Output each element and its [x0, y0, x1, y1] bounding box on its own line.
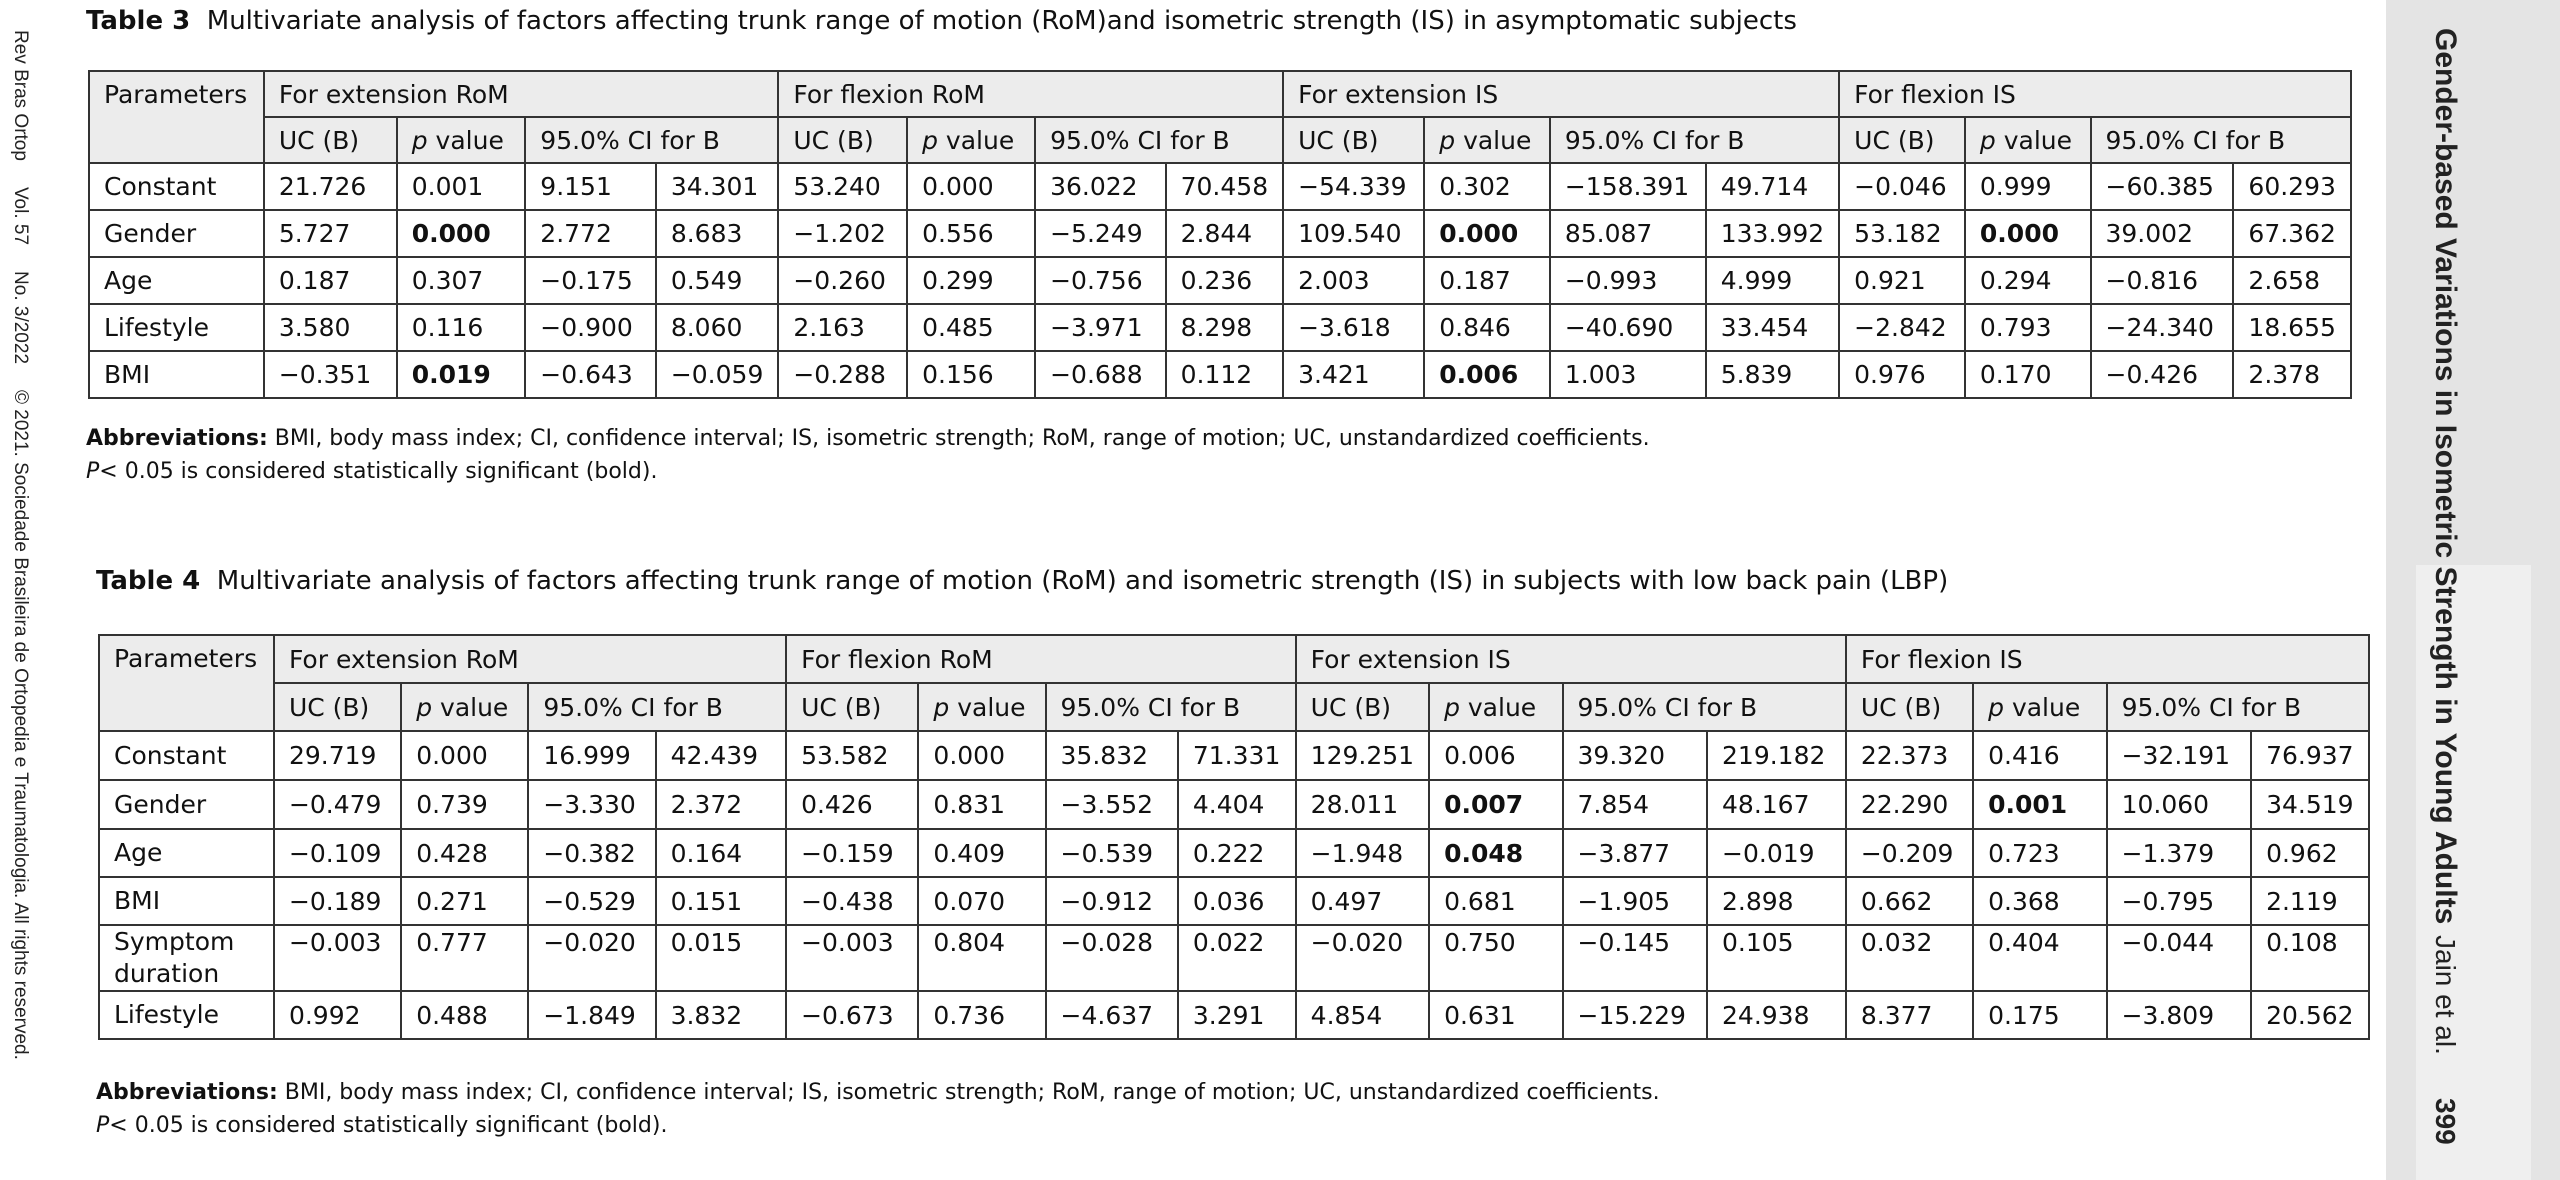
table-cell: 0.112: [1166, 351, 1283, 398]
table-cell: 0.426: [786, 780, 918, 829]
table-cell: 0.170: [1965, 351, 2091, 398]
table-cell: 0.151: [656, 877, 787, 925]
uc-b-header: UC (B): [264, 117, 397, 163]
group-header: For extension RoM: [264, 71, 779, 117]
table-cell: −0.756: [1035, 257, 1166, 304]
table-cell: 0.000: [397, 210, 526, 257]
journal-volume: Vol. 57: [10, 186, 31, 246]
table-cell: 1.003: [1550, 351, 1706, 398]
ci-header: 95.0% CI for B: [1035, 117, 1283, 163]
table-cell: 0.488: [401, 991, 528, 1039]
table-cell: 0.416: [1973, 731, 2106, 780]
table-cell: 35.832: [1046, 731, 1178, 780]
table-row: [89, 163, 2351, 210]
table-row: [89, 351, 2351, 398]
row-label: BMI: [89, 351, 264, 398]
table3-title: Multivariate analysis of factors affecting trunk range of motion (RoM)and isometric strength (IS) in asymptomatic subjects: [206, 6, 1797, 36]
group-header: For flexion IS: [1839, 71, 2351, 117]
table-cell: 219.182: [1707, 731, 1846, 780]
table-cell: 129.251: [1296, 731, 1429, 780]
ci-header: 95.0% CI for B: [525, 117, 778, 163]
copyright-notice: © 2021. Sociedade Brasileira de Ortopedia e Traumatologia. All rights reserved.: [10, 390, 31, 1060]
table-cell: −0.900: [525, 304, 656, 351]
p-value-header-text: p: [411, 125, 428, 155]
table-cell: 22.373: [1846, 731, 1973, 780]
header-row-subcolumns: [89, 117, 2351, 163]
table-cell: 33.454: [1706, 304, 1839, 351]
table-cell: −0.288: [778, 351, 907, 398]
table-cell: −0.993: [1550, 257, 1706, 304]
table-cell: −0.059: [656, 351, 779, 398]
table-cell: 0.006: [1424, 351, 1550, 398]
table-cell: 20.562: [2251, 991, 2369, 1039]
p-value-header: p value: [1424, 117, 1550, 163]
table-cell: 2.163: [778, 304, 907, 351]
table-row: [89, 304, 2351, 351]
table-cell: 28.011: [1296, 780, 1429, 829]
table4-abbreviations: [96, 1076, 1660, 1109]
table4-note-p: P: [96, 1113, 110, 1138]
row-label: Age: [89, 257, 264, 304]
table-cell: −0.020: [1296, 925, 1429, 991]
row-label: Constant: [99, 731, 274, 780]
table-cell: −0.159: [786, 829, 918, 877]
table-cell: 0.019: [397, 351, 526, 398]
table-cell: 5.839: [1706, 351, 1839, 398]
journal-issue: No. 3/2022: [10, 271, 31, 365]
p-value-header: p value: [1429, 683, 1562, 731]
table-cell: −60.385: [2091, 163, 2234, 210]
p-value-header: p value: [918, 683, 1045, 731]
table-cell: 4.854: [1296, 991, 1429, 1039]
row-label: Lifestyle: [89, 304, 264, 351]
table-cell: −0.479: [274, 780, 401, 829]
table4-abbr-label: Abbreviations:: [96, 1080, 278, 1105]
table-cell: 0.271: [401, 877, 528, 925]
table-cell: 53.182: [1839, 210, 1965, 257]
table-cell: 0.804: [918, 925, 1045, 991]
table-cell: 49.714: [1706, 163, 1839, 210]
table-cell: 0.739: [401, 780, 528, 829]
p-value-header-text: p: [1444, 692, 1460, 722]
table-cell: 0.846: [1424, 304, 1550, 351]
table-cell: −1.849: [528, 991, 655, 1039]
table-cell: 0.156: [907, 351, 1035, 398]
table-cell: 0.187: [1424, 257, 1550, 304]
table-cell: 70.458: [1166, 163, 1283, 210]
table-cell: −0.643: [525, 351, 656, 398]
table-cell: 0.307: [397, 257, 526, 304]
table-cell: 16.999: [528, 731, 655, 780]
table-cell: 53.582: [786, 731, 918, 780]
group-header: For flexion RoM: [786, 635, 1296, 683]
table-cell: 2.772: [525, 210, 656, 257]
row-label: Gender: [89, 210, 264, 257]
table-cell: 8.683: [656, 210, 779, 257]
p-value-header-text: p: [1979, 125, 1996, 155]
table-cell: 133.992: [1706, 210, 1839, 257]
table-cell: 0.549: [656, 257, 779, 304]
uc-b-header: UC (B): [786, 683, 918, 731]
p-value-header: p value: [397, 117, 526, 163]
table-cell: 109.540: [1283, 210, 1424, 257]
table-cell: −0.795: [2107, 877, 2252, 925]
table-cell: 0.105: [1707, 925, 1846, 991]
table3: [88, 70, 2352, 399]
table-cell: 0.299: [907, 257, 1035, 304]
table-cell: 0.681: [1429, 877, 1562, 925]
table-cell: −0.260: [778, 257, 907, 304]
table-cell: 0.022: [1178, 925, 1296, 991]
table-cell: 0.302: [1424, 163, 1550, 210]
ci-header: 95.0% CI for B: [1550, 117, 1839, 163]
table-cell: 0.992: [274, 991, 401, 1039]
table-cell: 0.831: [918, 780, 1045, 829]
table-cell: 0.662: [1846, 877, 1973, 925]
table-cell: 0.001: [1973, 780, 2106, 829]
table-cell: −5.249: [1035, 210, 1166, 257]
p-value-header: p value: [907, 117, 1035, 163]
table-cell: 18.655: [2233, 304, 2351, 351]
table-cell: 29.719: [274, 731, 401, 780]
table-cell: 0.036: [1178, 877, 1296, 925]
p-value-header: p value: [401, 683, 528, 731]
table-cell: 0.000: [918, 731, 1045, 780]
table-cell: −0.044: [2107, 925, 2252, 991]
table-cell: 10.060: [2107, 780, 2252, 829]
table-cell: 4.999: [1706, 257, 1839, 304]
table4-abbr-text: BMI, body mass index; CI, confidence interval; IS, isometric strength; RoM, range of motion; UC, unstandardized coefficients.: [284, 1080, 1660, 1105]
table-cell: −4.637: [1046, 991, 1178, 1039]
table3-abbreviations: [86, 422, 1650, 455]
header-row-subcolumns: [99, 683, 2369, 731]
table-cell: 8.377: [1846, 991, 1973, 1039]
running-head-band: [2386, 0, 2560, 1180]
table-cell: −54.339: [1283, 163, 1424, 210]
table-cell: 0.921: [1839, 257, 1965, 304]
table-cell: 0.962: [2251, 829, 2369, 877]
table3-abbr-text: BMI, body mass index; CI, confidence interval; IS, isometric strength; RoM, range of motion; UC, unstandardized coefficients.: [274, 426, 1650, 451]
table-cell: 39.002: [2091, 210, 2234, 257]
table-cell: 0.236: [1166, 257, 1283, 304]
left-margin: [0, 0, 40, 1180]
uc-b-header: UC (B): [1296, 683, 1429, 731]
table-cell: 0.000: [1965, 210, 2091, 257]
table4-caption: [96, 566, 1948, 596]
table-cell: −1.905: [1563, 877, 1708, 925]
table-cell: −0.175: [525, 257, 656, 304]
table-cell: −0.003: [274, 925, 401, 991]
group-header: For extension IS: [1296, 635, 1846, 683]
table4-footnote: [96, 1076, 1660, 1142]
table-cell: 0.007: [1429, 780, 1562, 829]
table-cell: 0.032: [1846, 925, 1973, 991]
table-cell: 2.844: [1166, 210, 1283, 257]
table3-abbr-label: Abbreviations:: [86, 426, 268, 451]
group-header: For extension IS: [1283, 71, 1839, 117]
table-cell: 0.485: [907, 304, 1035, 351]
ci-header: 95.0% CI for B: [2107, 683, 2369, 731]
table-cell: 2.372: [656, 780, 787, 829]
table-row: [99, 731, 2369, 780]
table-cell: −0.003: [786, 925, 918, 991]
table-cell: −3.330: [528, 780, 655, 829]
table-cell: 0.175: [1973, 991, 2106, 1039]
table-cell: −1.948: [1296, 829, 1429, 877]
row-label: BMI: [99, 877, 274, 925]
table-cell: 0.116: [397, 304, 526, 351]
table-cell: −0.109: [274, 829, 401, 877]
table-cell: 0.736: [918, 991, 1045, 1039]
table-cell: −0.019: [1707, 829, 1846, 877]
table-cell: 8.060: [656, 304, 779, 351]
table-cell: 71.331: [1178, 731, 1296, 780]
ci-header: 95.0% CI for B: [1046, 683, 1296, 731]
row-label: Symptom duration: [99, 925, 274, 991]
header-row-groups: [99, 635, 2369, 683]
ci-header: 95.0% CI for B: [2091, 117, 2352, 163]
header-row-groups: [89, 71, 2351, 117]
table-cell: −0.688: [1035, 351, 1166, 398]
table-cell: −3.877: [1563, 829, 1708, 877]
table-cell: −0.020: [528, 925, 655, 991]
table-cell: 34.301: [656, 163, 779, 210]
table-cell: −24.340: [2091, 304, 2234, 351]
table-cell: 67.362: [2233, 210, 2351, 257]
ci-header: 95.0% CI for B: [1563, 683, 1846, 731]
p-value-header-text: p: [1988, 692, 2004, 722]
journal-citation: [9, 30, 31, 1086]
table-cell: 7.854: [1563, 780, 1708, 829]
table-cell: 0.409: [918, 829, 1045, 877]
table-cell: 2.658: [2233, 257, 2351, 304]
table-cell: 0.187: [264, 257, 397, 304]
table-row: [99, 991, 2369, 1039]
table-cell: 0.108: [2251, 925, 2369, 991]
table-cell: 53.240: [778, 163, 907, 210]
table-row: [99, 877, 2369, 925]
table-cell: 0.006: [1429, 731, 1562, 780]
table-cell: −0.426: [2091, 351, 2234, 398]
table-cell: −3.971: [1035, 304, 1166, 351]
table-cell: 8.298: [1166, 304, 1283, 351]
table-cell: −0.189: [274, 877, 401, 925]
table-cell: −0.673: [786, 991, 918, 1039]
table-cell: 0.631: [1429, 991, 1562, 1039]
table-cell: 21.726: [264, 163, 397, 210]
table3-note-text: < 0.05 is considered statistically significant (bold).: [99, 459, 658, 484]
table-cell: −158.391: [1550, 163, 1706, 210]
table-cell: 0.000: [401, 731, 528, 780]
table-cell: 0.777: [401, 925, 528, 991]
uc-b-header: UC (B): [1839, 117, 1965, 163]
table-cell: 0.000: [1424, 210, 1550, 257]
table-cell: −0.351: [264, 351, 397, 398]
table-cell: 85.087: [1550, 210, 1706, 257]
table-cell: −32.191: [2107, 731, 2252, 780]
table3-significance-note: [86, 455, 1650, 488]
p-value-header-text: p: [416, 692, 433, 722]
table4: [98, 634, 2370, 1040]
table-cell: −3.809: [2107, 991, 2252, 1039]
table-cell: 0.723: [1973, 829, 2106, 877]
p-value-header-text: p: [933, 692, 950, 722]
p-value-header: p value: [1965, 117, 2091, 163]
table3-footnote: [86, 422, 1650, 488]
table-cell: −0.145: [1563, 925, 1708, 991]
row-label: Gender: [99, 780, 274, 829]
table-cell: 0.001: [397, 163, 526, 210]
table-cell: 76.937: [2251, 731, 2369, 780]
page-number: 399: [2430, 1098, 2461, 1145]
table4-label: Table 4: [96, 566, 201, 596]
table-row: [99, 829, 2369, 877]
table-cell: 0.048: [1429, 829, 1562, 877]
table-cell: 48.167: [1707, 780, 1846, 829]
table-cell: 2.003: [1283, 257, 1424, 304]
table-cell: −3.552: [1046, 780, 1178, 829]
table-cell: −0.539: [1046, 829, 1178, 877]
table-cell: 0.000: [907, 163, 1035, 210]
group-header: For flexion RoM: [778, 71, 1283, 117]
table-cell: 0.497: [1296, 877, 1429, 925]
group-header: For flexion IS: [1846, 635, 2369, 683]
table-cell: 3.580: [264, 304, 397, 351]
row-label: Constant: [89, 163, 264, 210]
journal-name: Rev Bras Ortop: [10, 30, 31, 161]
table-cell: 36.022: [1035, 163, 1166, 210]
table4-title: Multivariate analysis of factors affecting trunk range of motion (RoM) and isometric strength (IS) in subjects with low back pain (LBP): [216, 566, 1949, 596]
parameters-header: Parameters: [89, 71, 264, 163]
table-cell: 34.519: [2251, 780, 2369, 829]
ci-header: 95.0% CI for B: [528, 683, 786, 731]
table-cell: −0.912: [1046, 877, 1178, 925]
table-row: [99, 780, 2369, 829]
parameters-header: Parameters: [99, 635, 274, 731]
running-head-author: Jain et al.: [2430, 935, 2461, 1055]
uc-b-header: UC (B): [1283, 117, 1424, 163]
table-cell: 0.404: [1973, 925, 2106, 991]
table-cell: 22.290: [1846, 780, 1973, 829]
p-value-header-text: p: [922, 125, 938, 155]
table-cell: 2.898: [1707, 877, 1846, 925]
table-cell: 60.293: [2233, 163, 2351, 210]
table-cell: −0.382: [528, 829, 655, 877]
p-value-header-text: p: [1439, 125, 1456, 155]
table-cell: 3.832: [656, 991, 787, 1039]
table-cell: 24.938: [1707, 991, 1846, 1039]
table-cell: 0.015: [656, 925, 787, 991]
row-label: Lifestyle: [99, 991, 274, 1039]
table-cell: 0.164: [656, 829, 787, 877]
table3-label: Table 3: [86, 6, 191, 36]
table-cell: 0.793: [1965, 304, 2091, 351]
table-cell: −0.209: [1846, 829, 1973, 877]
table-cell: −0.816: [2091, 257, 2234, 304]
table-cell: 2.119: [2251, 877, 2369, 925]
table-cell: 0.070: [918, 877, 1045, 925]
table3-caption: [86, 6, 1797, 36]
row-label: Age: [99, 829, 274, 877]
table4-significance-note: [96, 1109, 1660, 1142]
table-cell: 39.320: [1563, 731, 1708, 780]
p-value-header: p value: [1973, 683, 2106, 731]
table-cell: 4.404: [1178, 780, 1296, 829]
table-cell: −0.438: [786, 877, 918, 925]
table-cell: 2.378: [2233, 351, 2351, 398]
table-row: [89, 210, 2351, 257]
table-cell: 0.428: [401, 829, 528, 877]
table-row: [89, 257, 2351, 304]
table-cell: 42.439: [656, 731, 787, 780]
uc-b-header: UC (B): [274, 683, 401, 731]
table-cell: −0.028: [1046, 925, 1178, 991]
table-cell: 0.750: [1429, 925, 1562, 991]
table-cell: −15.229: [1563, 991, 1708, 1039]
table-cell: −3.618: [1283, 304, 1424, 351]
table-cell: 0.368: [1973, 877, 2106, 925]
table-cell: 0.976: [1839, 351, 1965, 398]
table-cell: 3.421: [1283, 351, 1424, 398]
table-cell: −2.842: [1839, 304, 1965, 351]
table-cell: 0.294: [1965, 257, 2091, 304]
table-cell: 0.222: [1178, 829, 1296, 877]
table-row: [99, 925, 2369, 991]
table-cell: −1.202: [778, 210, 907, 257]
table-cell: −1.379: [2107, 829, 2252, 877]
table-cell: 9.151: [525, 163, 656, 210]
table-cell: 3.291: [1178, 991, 1296, 1039]
table-cell: 0.556: [907, 210, 1035, 257]
table-cell: 5.727: [264, 210, 397, 257]
table-cell: 0.999: [1965, 163, 2091, 210]
table-cell: −0.529: [528, 877, 655, 925]
running-head-title: Gender-based Variations in Isometric Strength in Young Adults: [2429, 28, 2462, 925]
group-header: For extension RoM: [274, 635, 786, 683]
table-cell: −40.690: [1550, 304, 1706, 351]
table3-note-p: P: [86, 459, 100, 484]
table4-note-text: < 0.05 is considered statistically significant (bold).: [109, 1113, 668, 1138]
uc-b-header: UC (B): [778, 117, 907, 163]
uc-b-header: UC (B): [1846, 683, 1973, 731]
table-cell: −0.046: [1839, 163, 1965, 210]
